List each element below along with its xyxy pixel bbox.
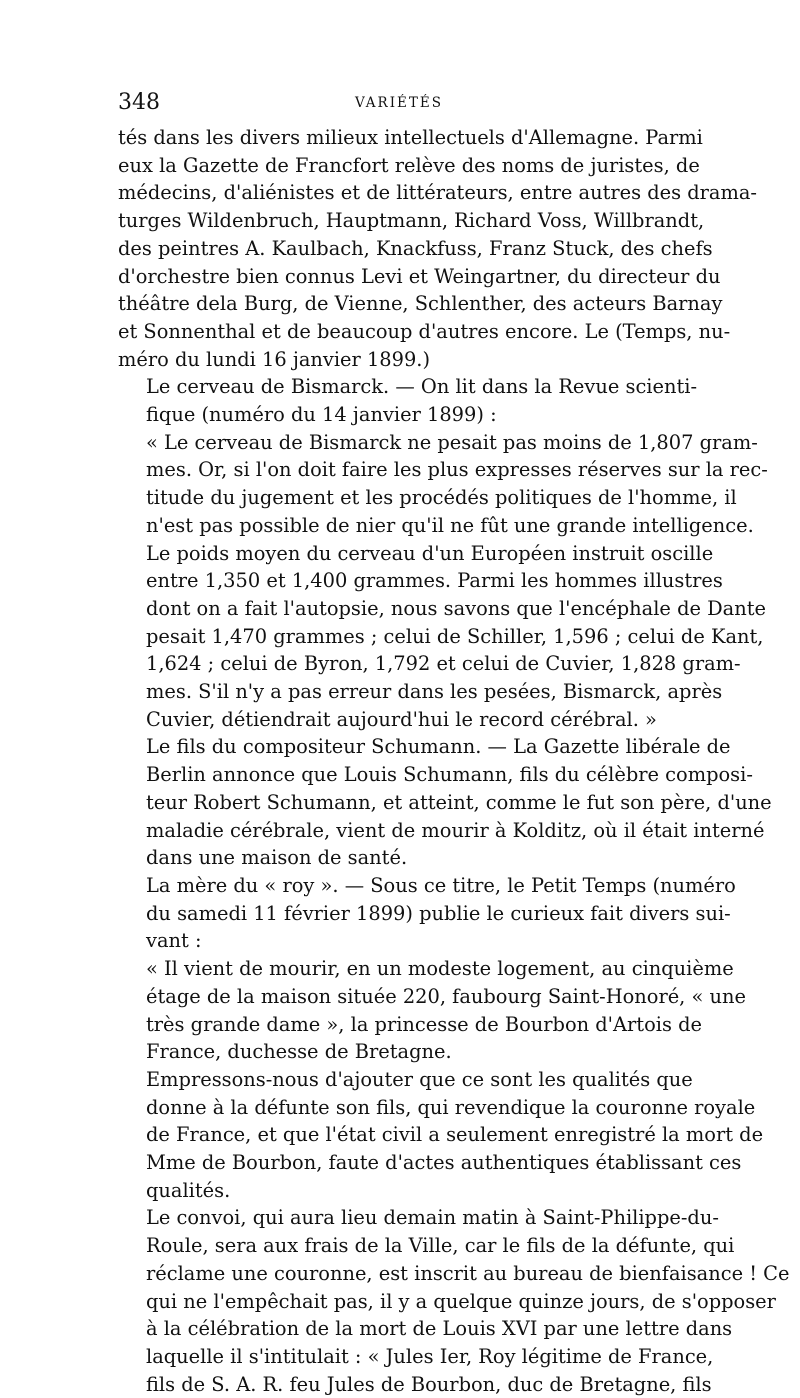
- text-line: donne à la défunte son fils, qui revendique la couronne royale: [146, 1095, 756, 1119]
- paragraph-schumann: [118, 733, 772, 872]
- text-line: étage de la maison située 220, faubourg Saint-Honoré, « une: [146, 984, 746, 1008]
- text-line: médecins, d'aliénistes et de littérateurs, entre autres des drama-: [118, 181, 757, 205]
- text-line: Cuvier, détiendrait aujourd'hui le record cérébral. »: [146, 707, 657, 731]
- text-line: théâtre dela Burg, de Vienne, Schlenther, des acteurs Barnay: [118, 292, 723, 316]
- text-line: qualités.: [146, 1178, 231, 1202]
- text-line: mes. S'il n'y a pas erreur dans les pesées, Bismarck, après: [146, 680, 723, 704]
- text-line: Roule, sera aux frais de la Ville, car le fils de la défunte, qui: [146, 1234, 735, 1258]
- text-line: « Il vient de mourir, en un modeste logement, au cinquième: [146, 957, 734, 981]
- text-line: Le cerveau de Bismarck. — On lit dans la Revue scienti-: [146, 375, 698, 399]
- text-line: entre 1,350 et 1,400 grammes. Parmi les hommes illustres: [146, 569, 723, 593]
- paragraph-convoi: [118, 1204, 790, 1398]
- text-line: et Sonnenthal et de beaucoup d'autres encore. Le (Temps, nu-: [118, 319, 731, 343]
- text-line: mes. Or, si l'on doit faire les plus expresses réserves sur la rec-: [146, 458, 768, 482]
- text-line: « Le cerveau de Bismarck ne pesait pas moins de 1,807 gram-: [146, 430, 758, 454]
- page-header: [118, 88, 680, 118]
- text-line: n'est pas possible de nier qu'il ne fût une grande intelligence.: [146, 513, 754, 537]
- text-line: méro du lundi 16 janvier 1899.): [118, 347, 431, 371]
- paragraph-mere-du-roy: [118, 872, 736, 955]
- page-number: 348: [118, 90, 160, 115]
- text-line: réclame une couronne, est inscrit au bureau de bienfaisance ! Ce: [146, 1261, 790, 1285]
- text-line: pesait 1,470 grammes ; celui de Schiller, 1,596 ; celui de Kant,: [146, 624, 764, 648]
- text-line: Berlin annonce que Louis Schumann, fils du célèbre composi-: [146, 763, 753, 787]
- text-line: du samedi 11 février 1899) publie le curieux fait divers sui-: [146, 901, 731, 925]
- text-line: à la célébration de la mort de Louis XVI par une lettre dans: [146, 1317, 733, 1341]
- text-line: Le convoi, qui aura lieu demain matin à Saint-Philippe-du-: [146, 1206, 719, 1230]
- paragraph-bismarck: [118, 373, 698, 428]
- text-line: Empressons-nous d'ajouter que ce sont les qualités que: [146, 1067, 693, 1091]
- text-line: vant :: [146, 929, 202, 953]
- text-line: dont on a fait l'autopsie, nous savons que l'encéphale de Dante: [146, 596, 766, 620]
- text-line: tés dans les divers milieux intellectuels d'Allemagne. Parmi: [118, 126, 703, 149]
- text-line: très grande dame », la princesse de Bourbon d'Artois de: [146, 1012, 702, 1036]
- text-line: France, duchesse de Bretagne.: [146, 1040, 452, 1064]
- body-text: [118, 124, 790, 1398]
- running-title: VARIÉTÉS: [354, 95, 444, 111]
- text-line: fique (numéro du 14 janvier 1899) :: [146, 403, 497, 427]
- text-line: dans une maison de santé.: [146, 846, 408, 870]
- text-line: 1,624 ; celui de Byron, 1,792 et celui de Cuvier, 1,828 gram-: [146, 652, 741, 676]
- text-line: titude du jugement et les procédés politiques de l'homme, il: [146, 486, 737, 510]
- text-line: des peintres A. Kaulbach, Knackfuss, Franz Stuck, des chefs: [118, 236, 713, 260]
- text-line: de France, et que l'état civil a seulement enregistré la mort de: [146, 1123, 764, 1147]
- paragraph-quote-bismarck: [118, 429, 768, 734]
- text-line: laquelle il s'intitulait : « Jules Ier, Roy légitime de France,: [146, 1344, 714, 1368]
- text-line: turges Wildenbruch, Hauptmann, Richard Voss, Willbrandt,: [118, 209, 705, 233]
- paragraph-quote-roy: [118, 955, 746, 1066]
- paragraph: [118, 124, 757, 373]
- text-line: Le poids moyen du cerveau d'un Européen instruit oscille: [146, 541, 714, 565]
- text-line: eux la Gazette de Francfort relève des noms de juristes, de: [118, 153, 700, 177]
- text-line: Le fils du compositeur Schumann. — La Gazette libérale de: [146, 735, 731, 759]
- text-line: Mme de Bourbon, faute d'actes authentiques établissant ces: [146, 1151, 742, 1175]
- text-line: fils de S. A. R. feu Jules de Bourbon, duc de Bretagne, fils: [146, 1372, 712, 1396]
- text-line: maladie cérébrale, vient de mourir à Kolditz, où il était interné: [146, 818, 765, 842]
- paragraph-empressons: [118, 1066, 764, 1205]
- text-line: teur Robert Schumann, et atteint, comme le fut son père, d'une: [146, 790, 772, 814]
- text-line: qui ne l'empêchait pas, il y a quelque quinze jours, de s'opposer: [146, 1289, 776, 1313]
- text-line: d'orchestre bien connus Levi et Weingartner, du directeur du: [118, 264, 721, 288]
- text-line: La mère du « roy ». — Sous ce titre, le Petit Temps (numéro: [146, 873, 736, 897]
